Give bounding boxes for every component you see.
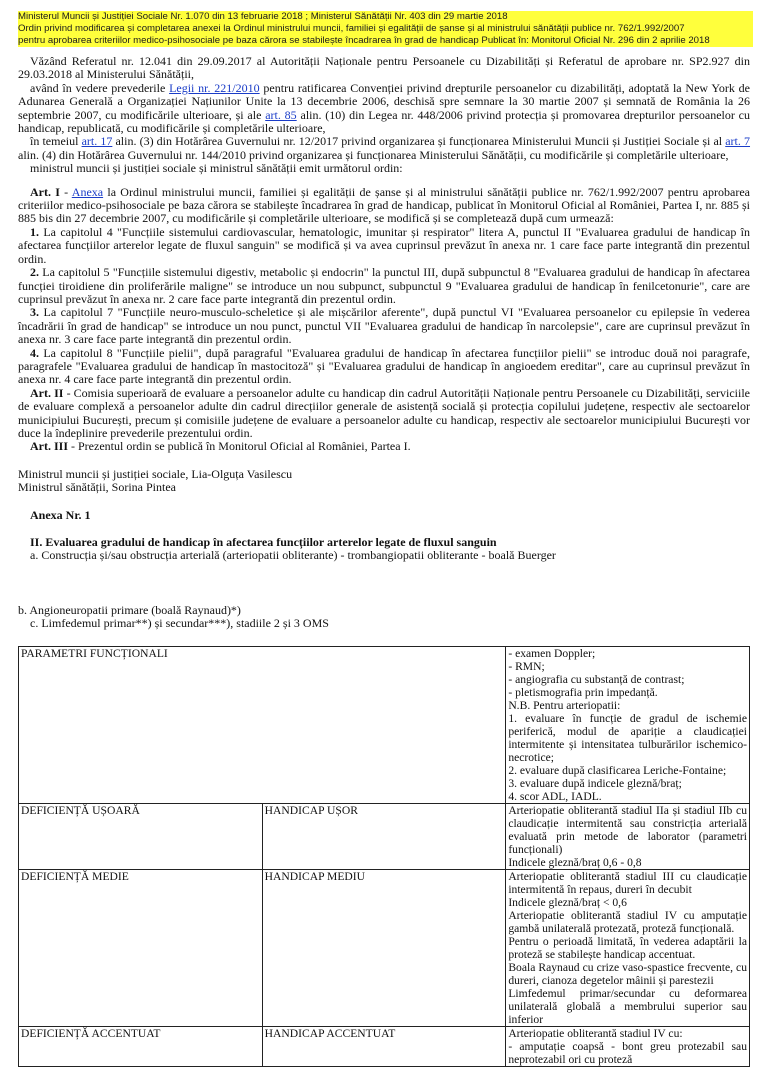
annex-sublist — [18, 604, 750, 631]
table-cell: DEFICIENȚĂ ACCENTUAT — [19, 1027, 263, 1067]
article-3: Art. III - Prezentul ordin se publică în Monitorul Oficial al României, Partea I. — [30, 439, 411, 454]
annex-item: b. Angioneuropatii primare (boală Raynaud)*) — [18, 603, 241, 617]
table-row — [19, 647, 750, 804]
header-line: Ordin privind modificarea și completarea anexei la Ordinul ministrului muncii, familiei și egalității de șanse și al ministrului sănătății publice nr. 762/1.992/2007 — [18, 23, 685, 34]
annex-link[interactable]: Anexa — [71, 184, 104, 199]
article-point: 2. La capitolul 5 "Funcțiile sistemului digestiv, metabolic și endocrin" la punctul III, după subpunctul 8 "Evaluarea gradului de handicap în afectarea funcției tiroidiene din proliferările maligne" se introduce un nou subpunct, subpunctul 9 "Evaluarea gradului de handicap în fenilcetonurie", care are cuprinsul prevăzut în anexa nr. 2 care face parte integrantă din prezentul ordin. — [18, 265, 750, 306]
table-cell: Arteriopatie obliterantă stadiul III cu claudicație intermitentă în repaus, dureri în decubit Indicele gleznă/braț < 0,6 Arteriopatie obliterantă stadiul IV cu amputație gambă unilaterală protezată, proteză funcțională. Pentru o perioadă limitată, în vederea adaptării la proteză se stabilește handicap accentuat. Boala Raynaud cu crize vaso-spastice frecvente, cu dureri, cianoza degetelor mâinii și parestezii Limfedemul primar/secundar cu deformarea unilaterală globală a membrului superior sau inferior — [506, 870, 750, 1027]
law-link[interactable]: Legii nr. 221/2010 — [169, 80, 260, 95]
table-row — [19, 1027, 750, 1067]
annex-item: c. Limfedemul primar**) și secundar***), stadiile 2 și 3 OMS — [30, 616, 329, 631]
article-link[interactable]: art. 85 — [265, 107, 297, 122]
article-point: 1. La capitolul 4 "Funcțiile sistemului cardiovascular, hematologic, imunitar și respirator" litera A, punctul II "Evaluarea gradului de handicap în afectarea funcțiilor arterelor legate de fluxul sanguin" se modifică și va avea cuprinsul prevăzut în anexa nr. 1 care face parte integrantă din prezentul ordin. — [18, 224, 750, 266]
preamble-paragraph: având în vedere prevederile Legii nr. 221/2010 pentru ratificarea Convenției privind drepturile persoanelor cu dizabilități, adoptată la New York de Adunarea Generală a Organizației Națiunilor Unite la 13 decembrie 2006, deschisă spre semnare la 30 martie 2007 și semnată de România la 26 septembrie 2007, cu modificările ulterioare, și ale art. 85 alin. (10) din Legea nr. 448/2006 privind protecția și promovarea drepturilor persoanelor cu handicap, republicată, cu modificările și completările ulterioare, — [18, 80, 751, 136]
preamble-paragraph: Văzând Referatul nr. 12.041 din 29.09.2017 al Autorității Naționale pentru Persoanele cu Dizabilități și Referatul de aprobare nr. SP2.927 din 29.03.2018 al Ministerului Sănătății, — [18, 54, 750, 82]
table-row — [19, 804, 750, 870]
table-row — [19, 870, 750, 1027]
table-cell: DEFICIENȚĂ MEDIE — [19, 870, 263, 1027]
signature: Ministrul muncii și justiției sociale, Lia-Olguța Vasilescu — [18, 466, 293, 481]
table-cell: Arteriopatie obliterantă stadiul IIa și stadiul IIb cu claudicație intermitentă sau constricția arterială evaluată prin metode de laborator (parametri funcționali) Indicele gleznă/braț 0,6 - 0,8 — [506, 804, 750, 870]
document-body — [18, 55, 750, 563]
table-cell: HANDICAP MEDIU — [262, 870, 506, 1027]
table-cell: - examen Doppler; - RMN; - angiografia cu substanță de contrast; - pletismografia prin impedanță. N.B. Pentru arteriopatii: 1. evaluare în funcție de gradul de ischemie periferică, modul de apariție a claudicației intermitente și intensitatea tulburărilor ischemico-necrotice; 2. evaluare după clasificarea Leriche-Fontaine; 3. evaluare după indicele gleznă/braț; 4. scor ADL, IADL. — [506, 647, 750, 804]
preamble-paragraph: în temeiul art. 17 alin. (3) din Hotărârea Guvernului nr. 12/2017 privind organizarea și funcționarea Ministerului Muncii și Justiției Sociale și al art. 7 alin. (4) din Hotărârea Guvernului nr. 144/2010 privind organizarea și funcționarea Ministerului Sănătății, cu modificările și completările ulterioare, — [18, 134, 751, 162]
article-1: Art. I - Anexa la Ordinul ministrului muncii, familiei și egalității de șanse și al ministrului sănătății publice nr. 762/1.992/2007 pentru aprobarea criteriilor medico-psihosociale pe baza cărora se stabilește încadrarea în grad de handicap, publicat în Monitorul Oficial al României, Partea I, nr. 885 și 885 bis din 27 decembrie 2007, cu modificările și completările ulterioare, se modifică și se completează după cum urmează: — [18, 184, 750, 226]
article-point: 3. La capitolul 7 "Funcțiile neuro-musculo-scheletice și ale mișcărilor aferente", după punctul VI "Evaluarea persoanelor cu epilepsie în vederea încadrării în grad de handicap" se introduce un nou punct, punctul VII "Evaluarea gradului de handicap în narcolepsie", care are cuprinsul prevăzut în anexa nr. 3 care face parte integrantă din prezentul ordin. — [18, 305, 750, 347]
document-header — [18, 11, 753, 47]
table-cell: HANDICAP UȘOR — [262, 804, 506, 870]
annex-item: a. Construcția și/sau obstrucția arterială (arteriopatii obliterante) - trombangiopatii obliterante - boală Buerger — [30, 548, 556, 563]
article-point: 4. La capitolul 8 "Funcțiile pielii", după paragraful "Evaluarea gradului de handicap în afectarea funcțiilor pielii" se introduc două noi paragrafe, paragrafele "Evaluarea gradului de handicap în mastocitoză" și "Evaluarea gradului de handicap în angioedem ereditar", care au cuprinsul prevăzut în anexa nr. 4 care face parte integrantă din prezentul ordin. — [18, 345, 750, 387]
table-cell: Arteriopatie obliterantă stadiul IV cu: - amputație coapsă - bont greu protezabil sau neprotezabil ori cu proteză — [506, 1027, 750, 1067]
article-link[interactable]: art. 17 — [81, 134, 113, 149]
table-cell: DEFICIENȚĂ UȘOARĂ — [19, 804, 263, 870]
table-cell: HANDICAP ACCENTUAT — [262, 1027, 506, 1067]
annex-title: Anexa Nr. 1 — [30, 507, 91, 522]
header-line: Ministerul Muncii și Justiției Sociale Nr. 1.070 din 13 februarie 2018 ; Ministerul Sănătății Nr. 403 din 29 martie 2018 — [18, 11, 508, 22]
evaluation-table — [18, 646, 750, 1067]
article-link[interactable]: art. 7 — [725, 134, 751, 149]
signature: Ministrul sănătății, Sorina Pintea — [18, 480, 176, 495]
header-line: pentru aprobarea criteriilor medico-psihosociale pe baza cărora se stabilește încadrarea în grad de handicap Publicat în: Monitorul Oficial Nr. 296 din 2 aprilie 2018 — [18, 35, 710, 46]
table-cell: PARAMETRI FUNCȚIONALI — [19, 647, 506, 804]
preamble-paragraph: ministrul muncii și justiției sociale și ministrul sănătății emit următorul ordin: — [30, 161, 403, 176]
annex-heading: II. Evaluarea gradului de handicap în afectarea funcțiilor arterelor legate de fluxul sanguin — [30, 535, 497, 549]
article-2: Art. II - Comisia superioară de evaluare a persoanelor adulte cu handicap din cadrul Autorității Naționale pentru Persoanele cu Dizabilități, serviciile de evaluare complexă a persoanelor adulte din cadrul direcțiilor generale de asistență socială și protecția copilului județene, respectiv ale sectoarelor municipiului București, precum și comisiile județene de evaluare a persoanelor adulte cu handicap, respectiv ale sectoarelor municipiului București vor duce la îndeplinire prevederile prezentului ordin. — [18, 385, 751, 440]
